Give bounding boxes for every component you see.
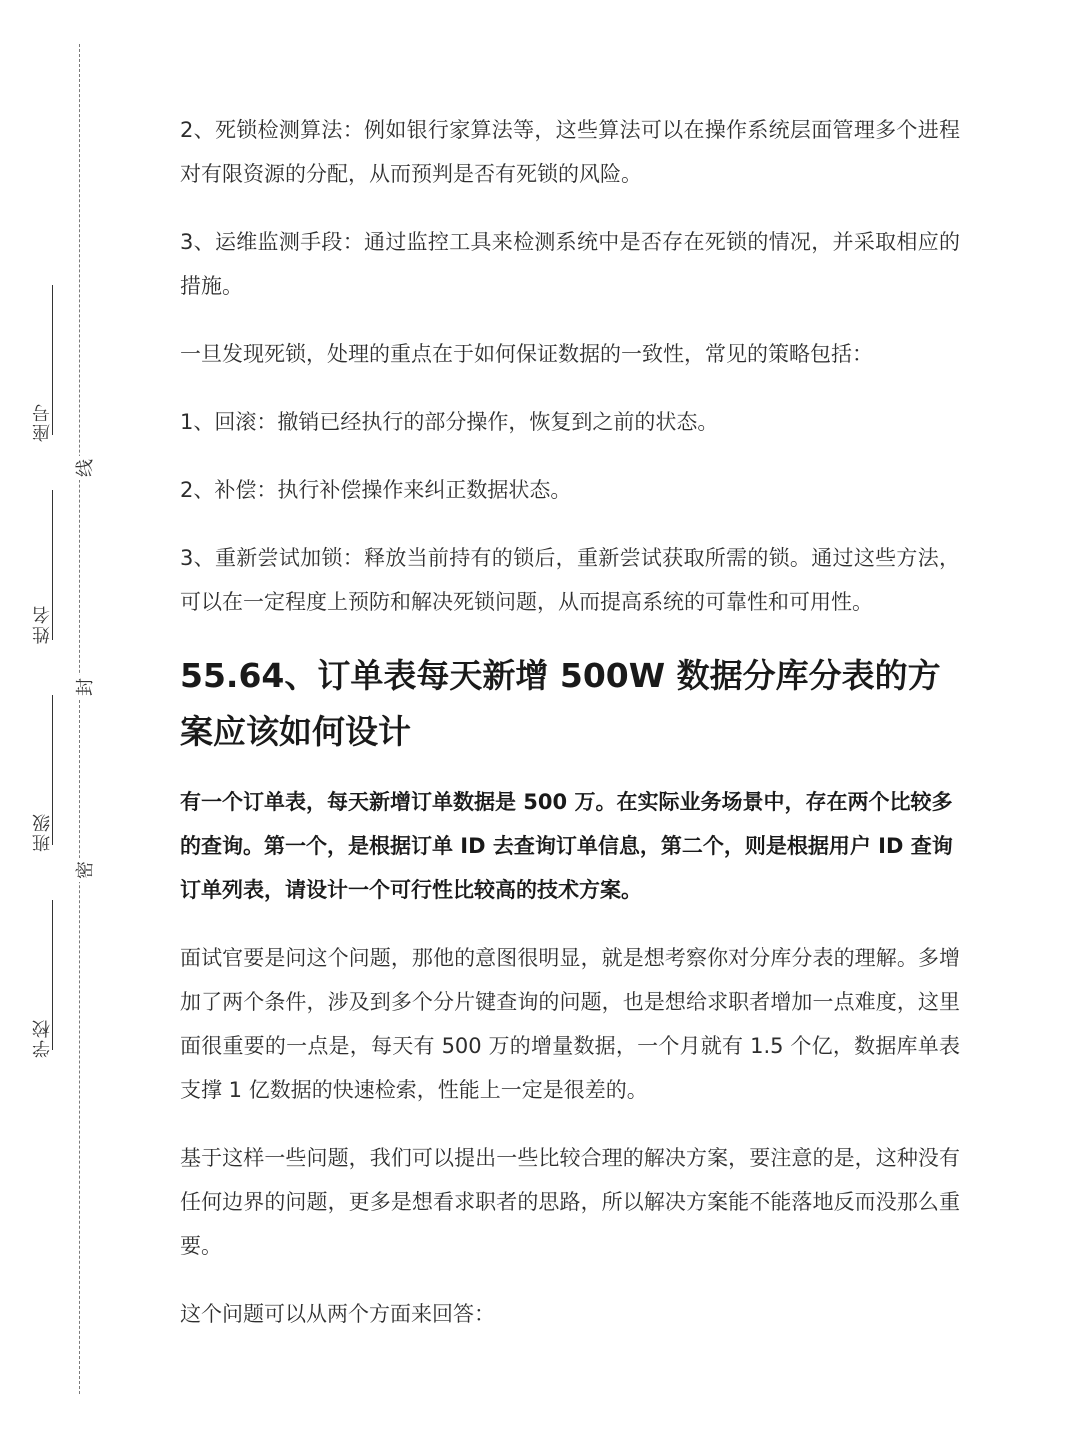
- paragraph-compensation: 2、补偿：执行补偿操作来纠正数据状态。: [180, 478, 572, 502]
- field-underline-school: [52, 900, 53, 1050]
- document-body: [180, 108, 960, 1360]
- paragraph-reasonable-solution: 基于这样一些问题，我们可以提出一些比较合理的解决方案，要注意的是，这种没有任何边界的问题，更多是想看求职者的思路，所以解决方案能不能落地反而没那么重要。: [180, 1146, 960, 1258]
- paragraph-ops-monitoring: 3、运维监测手段：通过监控工具来检测系统中是否存在死锁的情况，并采取相应的措施。: [180, 230, 960, 298]
- section-title: 55.64、订单表每天新增 500W 数据分库分表的方案应该如何设计: [180, 656, 941, 751]
- paragraph-handling-strategies: 一旦发现死锁，处理的重点在于如何保证数据的一致性，常见的策略包括：: [180, 342, 873, 366]
- question-statement: 有一个订单表，每天新增订单数据是 500 万。在实际业务场景中，存在两个比较多的查询。第一个，是根据订单 ID 去查询订单信息，第二个，则是根据用户 ID 查询订单列表，请设计一个可行性比较高的技术方案。: [180, 790, 953, 902]
- field-label-school: 学校: [32, 1018, 53, 1058]
- field-label-class: 班级: [32, 812, 53, 852]
- paragraph-retry-lock: 3、重新尝试加锁：释放当前持有的锁后，重新尝试获取所需的锁。通过这些方法，可以在一定程度上预防和解决死锁问题，从而提高系统的可靠性和可用性。: [180, 546, 960, 614]
- field-label-seat: 座号: [32, 402, 53, 442]
- paragraph-interviewer-intent: 面试官要是问这个问题，那他的意图很明显，就是想考察你对分库分表的理解。多增加了两个条件，涉及到多个分片键查询的问题，也是想给求职者增加一点难度，这里面很重要的一点是，每天有 500 万的增量数据，一个月就有 1.5 个亿，数据库单表支撑 1 亿数据的快速检索，性能上一定是很差的。: [180, 946, 960, 1102]
- binding-dashed-line: [79, 44, 80, 1394]
- paragraph-rollback: 1、回滚：撤销已经执行的部分操作，恢复到之前的状态。: [180, 410, 719, 434]
- field-underline-class: [52, 695, 53, 845]
- field-underline-seat: [52, 285, 53, 435]
- paragraph-deadlock-detection-algorithm: 2、死锁检测算法：例如银行家算法等，这些算法可以在操作系统层面管理多个进程对有限资源的分配，从而预判是否有死锁的风险。: [180, 118, 960, 186]
- field-label-name: 姓名: [32, 604, 53, 644]
- seal-char-seal: 封: [71, 675, 97, 699]
- seal-char-line: 线: [71, 456, 97, 480]
- paragraph-two-aspects: 这个问题可以从两个方面来回答：: [180, 1302, 495, 1326]
- field-underline-name: [52, 490, 53, 640]
- seal-char-secret: 密: [71, 858, 97, 882]
